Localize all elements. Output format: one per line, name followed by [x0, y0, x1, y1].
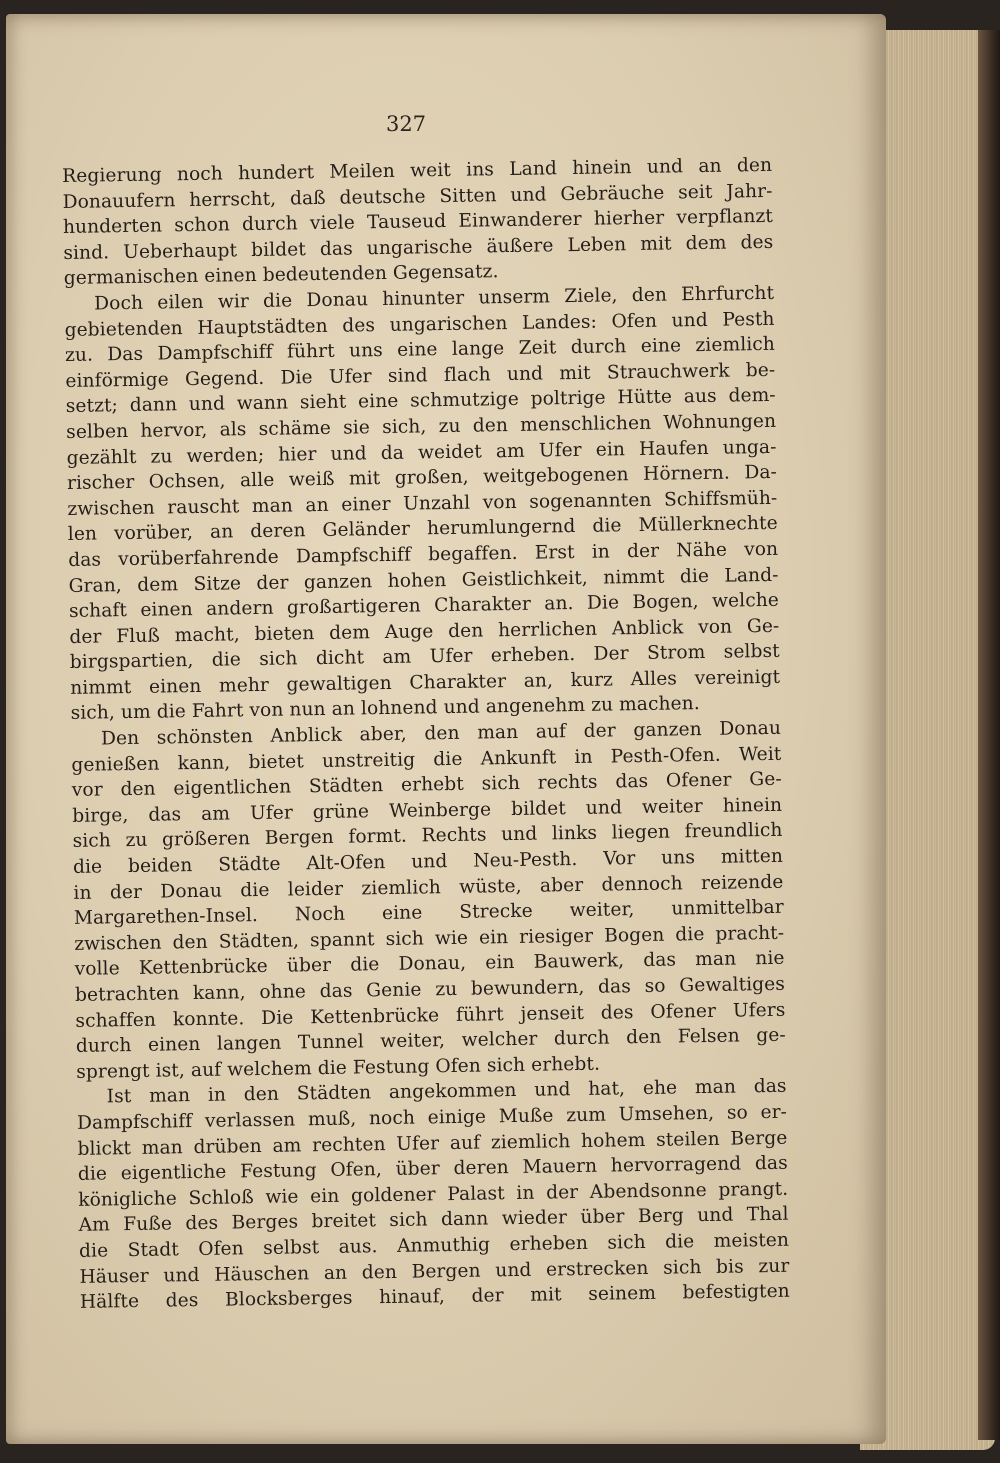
text-line: birge, das am Ufer grüne Weinberge bildet und weiter hinein — [72, 794, 783, 827]
text-line: Am Fuße des Berges breitet sich dann wieder über Berg und Thal — [78, 1204, 789, 1237]
book-cover-edge — [978, 30, 1000, 1440]
text-line: in der Donau die leider ziemlich wüste, aber dennoch reizende — [73, 871, 784, 904]
text-line: betrachten kann, ohne das Genie zu bewundern, das so Gewaltiges — [74, 973, 786, 1006]
text-line: Gran, dem Sitze der ganzen hohen Geistlichkeit, nimmt die Land- — [68, 564, 779, 597]
book-page — [6, 14, 886, 1444]
text-line: sind. Ueberhaupt bildet das ungarische äußere Leben mit dem des — [63, 231, 774, 264]
text-line: schaft einen andern großartigeren Charakter an. Die Bogen, welche — [68, 589, 780, 623]
text-line: Ist man in den Städten angekommen und hat, ehe man das — [106, 1076, 787, 1108]
text-line: Hälfte des Blocksberges hinauf, der mit seinem befestigten — [79, 1280, 790, 1313]
text-line: germanischen einen bedeutenden Gegensatz. — [63, 261, 499, 290]
text-line: königliche Schloß wie ein goldener Palast in der Abendsonne prangt. — [78, 1178, 789, 1211]
text-line: zwischen rauscht man an einer Unzahl von sogenannten Schiffsmüh- — [67, 487, 778, 520]
text-line: Den schönsten Anblick aber, den man auf der ganzen Donau — [100, 717, 782, 750]
text-line: der Fluß macht, bieten dem Auge den herrlichen Anblick von Ge- — [69, 615, 780, 648]
text-line: sich, um die Fahrt von nun an lohnend und angenehm zu machen. — [70, 693, 700, 725]
text-line: einförmige Gegend. Die Ufer sind flach und mit Strauchwerk be- — [65, 359, 776, 392]
text-line: volle Kettenbrücke über die Donau, ein Bauwerk, das man nie — [74, 948, 785, 981]
text-line: durch einen langen Tunnel weiter, welcher durch den Felsen ge- — [75, 1024, 786, 1058]
text-line: zwischen den Städten, spannt sich wie ein riesiger Bogen die pracht- — [74, 922, 785, 955]
text-line: nimmt einen mehr gewaltigen Charakter an, kurz Alles vereinigt — [70, 666, 781, 699]
text-line: Margarethen-Insel. Noch eine Strecke weiter, unmittelbar — [73, 896, 784, 930]
text-line: sich zu größeren Bergen formt. Rechts und links liegen freundlich — [72, 820, 783, 853]
text-line: genießen kann, bietet unstreitig die Ankunft in Pesth-Ofen. Weit — [71, 743, 782, 776]
page-number: 327 — [385, 112, 427, 136]
text-line: birgspartien, die sich dicht am Ufer erheben. Der Strom selbst — [69, 641, 780, 674]
text-line: vor den eigentlichen Städten erhebt sich rechts das Ofener Ge- — [71, 769, 782, 802]
text-line: gebietenden Hauptstädten des ungarischen Landes: Ofen und Pesth — [64, 308, 775, 341]
text-line: Regierung noch hundert Meilen weit ins Land hinein und an den — [62, 154, 773, 187]
text-line: Donauufern herrscht, daß deutsche Sitten und Gebräuche seit Jahr- — [62, 180, 773, 213]
text-line: gezählt zu werden; hier und da weidet am Ufer ein Haufen unga- — [66, 436, 777, 469]
text-line: zu. Das Dampfschiff führt uns eine lange Zeit durch eine ziemlich — [64, 333, 776, 367]
text-line: sprengt ist, auf welchem die Festung Ofen sich erhebt. — [76, 1053, 601, 1083]
text-line: schaffen konnte. Die Kettenbrücke führt jenseit des Ofener Ufers — [75, 999, 786, 1032]
text-line: die Stadt Ofen selbst aus. Anmuthig erheben sich die meisten — [78, 1229, 790, 1262]
text-line: blickt man drüben am rechten Ufer auf ziemlich hohem steilen Berge — [77, 1127, 788, 1160]
text-line: hunderten schon durch viele Tauseud Einwanderer hierher verpflanzt — [62, 206, 774, 239]
text-line: Doch eilen wir die Donau hinunter unserm Ziele, den Ehrfurcht — [94, 282, 775, 315]
text-line: setzt; dann und wann sieht eine schmutzige poltrige Hütte aus dem- — [65, 385, 776, 418]
text-line: selben hervor, als schäme sie sich, zu den menschlichen Wohnungen — [66, 410, 777, 443]
text-line: len vorüber, an deren Geländer herumlungernd die Müllerknechte — [67, 513, 778, 546]
text-line: die beiden Städte Alt-Ofen und Neu-Pesth. Vor uns mitten — [72, 845, 784, 878]
text-line: Dampfschiff verlassen muß, noch einige Muße zum Umsehen, so er- — [76, 1101, 788, 1134]
text-line: Häuser und Häuschen an den Bergen und erstrecken sich bis zur — [79, 1255, 790, 1288]
text-line: das vorüberfahrende Dampfschiff begaffen. Erst in der Nähe von — [68, 538, 779, 571]
text-line: die eigentliche Festung Ofen, über deren Mauern hervorragend das — [77, 1152, 788, 1186]
body-text — [62, 153, 790, 1316]
text-line: rischer Ochsen, alle weiß mit großen, weitgebogenen Hörnern. Da- — [66, 461, 778, 495]
